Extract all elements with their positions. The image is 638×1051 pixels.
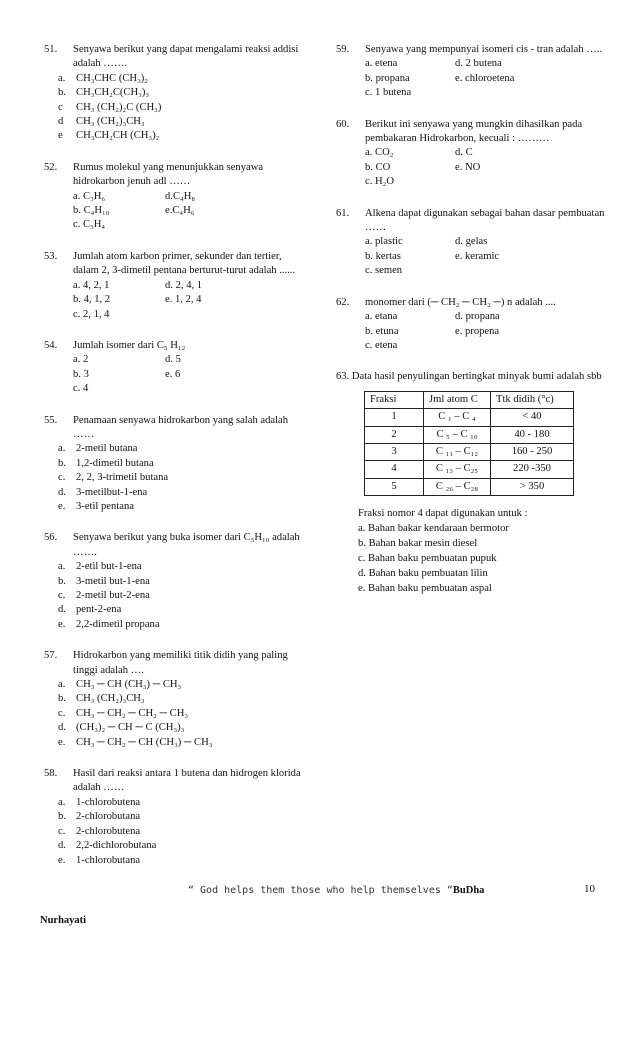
question-number: 59. xyxy=(336,44,350,55)
option-right: d. 2, 4, 1 xyxy=(165,279,203,291)
option-text: 3-etil pentana xyxy=(76,500,134,512)
option-left: b. 4, 1, 2 xyxy=(73,294,111,306)
question-text: Senyawa berikut yang buka isomer dari C₅H₁₀ adalah ……. xyxy=(73,532,300,558)
question-number: 62. xyxy=(336,296,350,308)
answer-option xyxy=(58,72,304,86)
table-cell: 1 xyxy=(365,409,424,426)
answer-option-row xyxy=(73,279,304,293)
answer-option xyxy=(58,678,304,692)
option-text: CH₃ (CH₂)₃CH₃ xyxy=(76,693,145,705)
left-column xyxy=(44,43,304,885)
answer-option-row xyxy=(73,382,304,396)
question-59 xyxy=(336,43,606,101)
option-left: b. propana xyxy=(365,72,410,84)
answer-option xyxy=(58,839,304,853)
right-questions xyxy=(336,43,606,353)
table-cell: 220 -350 xyxy=(491,461,574,478)
question-number: 56. xyxy=(44,532,58,544)
question-header xyxy=(336,118,606,147)
option-text: 1-chlorobutena xyxy=(76,796,141,808)
question-51 xyxy=(44,43,304,144)
answer-option xyxy=(58,825,304,839)
question-header xyxy=(44,767,304,796)
option-left: c. semen xyxy=(365,265,403,277)
question-header xyxy=(44,339,304,353)
table-cell: 40 - 180 xyxy=(491,426,574,443)
option-text: CH₃CH₂CH (CH₃)₂ xyxy=(76,130,160,142)
answer-option-row xyxy=(73,368,304,382)
answer-option xyxy=(58,486,304,500)
question-text: Berikut ini senyawa yang mungkin dihasilkan pada pembakaran Hidrokarbon, kecuali : ……… xyxy=(365,118,583,145)
question-63-answers xyxy=(358,506,606,596)
option-letter: d. xyxy=(58,722,66,734)
option-text: CH₃ (CH₂)₃CH₃ xyxy=(76,116,145,128)
option-right: e. NO xyxy=(455,161,481,173)
question-text: Alkena dapat digunakan sebagai bahan dasar pembuatan …… xyxy=(365,207,605,234)
option-text: 2-etil but-1-ena xyxy=(76,561,142,573)
option-letter: e. xyxy=(58,854,66,866)
option-letter: c. xyxy=(58,825,66,837)
answer-option-row xyxy=(73,293,304,307)
option-letter: d xyxy=(58,116,64,128)
question-number: 60. xyxy=(336,118,350,130)
question-number: 52. xyxy=(44,161,58,173)
table-cell: C ₁₁ – C₁₂ xyxy=(424,443,491,460)
answer-option xyxy=(58,618,304,632)
option-letter: d. xyxy=(58,604,66,616)
option-letter: b. xyxy=(58,575,66,587)
answer-option-row xyxy=(365,146,606,160)
table-cell: 160 - 250 xyxy=(491,443,574,460)
option-right: d. 5 xyxy=(165,354,181,366)
question-header xyxy=(44,43,304,72)
option-text: pent-2-ena xyxy=(76,604,122,616)
table-cell: C ₂₆ – C₂₈ xyxy=(424,478,491,495)
question-55 xyxy=(44,414,304,515)
option-left: a. C₃H₆ xyxy=(73,190,106,202)
table-header: Jml atom C xyxy=(424,391,491,408)
answer-option: d. Bahan baku pembuatan lilin xyxy=(358,568,488,580)
option-text: 1,2-dimetil butana xyxy=(76,457,154,469)
fraksi-table xyxy=(364,391,574,496)
table-cell: C ₁ – C ₄ xyxy=(424,409,491,426)
answer-option-row xyxy=(73,218,304,232)
question-number: 51. xyxy=(44,44,58,55)
option-text: 3-metil but-1-ena xyxy=(76,575,150,587)
answer-option xyxy=(58,471,304,485)
option-text: CH₃CH₂C(CH₃)₃ xyxy=(76,87,150,99)
answer-option-row xyxy=(365,161,606,175)
question-text: Penamaan senyawa hidrokarbon yang salah adalah …… xyxy=(73,414,289,440)
answer-option-row xyxy=(365,235,606,249)
answer-option xyxy=(58,796,304,810)
option-right: e. chloroetena xyxy=(455,72,515,84)
answer-option-row xyxy=(365,264,606,278)
option-text: (CH₃)₂ ─ CH ─ C (CH₃)₃ xyxy=(76,722,185,734)
answer-option-row xyxy=(73,308,304,322)
answer-option: b. Bahan bakar mesin diesel xyxy=(358,538,478,550)
table-cell: 4 xyxy=(365,461,424,478)
question-60 xyxy=(336,118,606,190)
answer-option-row xyxy=(73,204,304,218)
table-row xyxy=(365,461,574,478)
answer-option xyxy=(58,721,304,735)
option-text: 2, 2, 3-trimetil butana xyxy=(76,472,169,484)
answer-option-row xyxy=(365,72,606,86)
question-58 xyxy=(44,767,304,868)
question-header xyxy=(44,649,304,678)
option-text: CH₃CHC (CH₃)₂ xyxy=(76,72,148,84)
option-text: CH₃ (CH₂)₂C (CH₃) xyxy=(76,101,162,113)
option-left: b. 3 xyxy=(73,368,89,380)
answer-option: a. Bahan bakar kendaraan bermotor xyxy=(358,523,509,535)
question-header xyxy=(44,161,304,190)
option-left: a. 2 xyxy=(73,354,89,366)
answer-option xyxy=(58,115,304,129)
answer-option xyxy=(58,707,304,721)
page-number: 10 xyxy=(584,883,595,895)
question-text: Rumus molekul yang menunjukkan senyawa hidrokarbon jenuh adl …… xyxy=(73,161,264,188)
answer-option-row xyxy=(365,175,606,189)
answer-option-row xyxy=(365,325,606,339)
option-left: a. 4, 2, 1 xyxy=(73,279,110,291)
option-letter: c. xyxy=(58,707,66,719)
question-53 xyxy=(44,250,304,322)
question-header xyxy=(44,414,304,443)
option-right: d. propana xyxy=(455,311,500,323)
option-letter: e. xyxy=(58,618,66,630)
question-54 xyxy=(44,339,304,397)
table-cell: 3 xyxy=(365,443,424,460)
option-right: d. C xyxy=(455,147,473,159)
option-letter: c. xyxy=(58,472,66,484)
question-text: Hasil dari reaksi antara 1 butena dan hidrogen klorida adalah …… xyxy=(73,768,301,794)
table-cell: < 40 xyxy=(491,409,574,426)
option-letter: a. xyxy=(58,796,66,808)
answer-option xyxy=(58,589,304,603)
answer-option-row xyxy=(365,339,606,353)
answer-option xyxy=(58,129,304,143)
answer-option xyxy=(58,603,304,617)
question-header xyxy=(44,531,304,560)
question-52 xyxy=(44,161,304,233)
option-text: CH₃ ─ CH₂ ─ CH₂ ─ CH₃ xyxy=(76,707,189,719)
option-text: 2,2-dimetil propana xyxy=(76,618,160,630)
question-header xyxy=(336,207,606,236)
option-left: b. kertas xyxy=(365,250,401,262)
footer-quote xyxy=(188,884,484,898)
answer-option-row xyxy=(365,310,606,324)
option-letter: a. xyxy=(58,561,66,573)
option-letter: a. xyxy=(58,72,66,84)
option-right: e. 6 xyxy=(165,368,181,380)
option-letter: e. xyxy=(58,736,66,748)
option-letter: a. xyxy=(58,443,66,455)
option-text: 1-chlorobutana xyxy=(76,854,141,866)
option-right: d. gelas xyxy=(455,236,488,248)
table-header: Ttk didih (°c) xyxy=(491,391,574,408)
option-left: b. etuna xyxy=(365,325,399,337)
option-text: CH₃ ─ CH (CH₃) ─ CH₃ xyxy=(76,679,182,691)
question-number: 58. xyxy=(44,768,58,780)
option-right: e.C₄H₆ xyxy=(165,205,195,217)
option-letter: b. xyxy=(58,87,66,99)
option-text: 2-metil but-2-ena xyxy=(76,590,150,601)
option-left: c. 2, 1, 4 xyxy=(73,308,110,320)
table-cell: 5 xyxy=(365,478,424,495)
answer-option-row xyxy=(365,57,606,71)
answer-option xyxy=(58,854,304,868)
author-name: Nurhayati xyxy=(40,915,87,926)
table-row xyxy=(365,409,574,426)
question-61 xyxy=(336,207,606,279)
option-letter: b. xyxy=(58,811,66,823)
option-text: 2-chlorobutana xyxy=(76,811,141,823)
answer-option xyxy=(58,810,304,824)
option-text: 3-metilbut-1-ena xyxy=(76,486,148,498)
option-letter: c. xyxy=(58,590,66,601)
answer-option xyxy=(58,500,304,514)
table-cell: > 350 xyxy=(491,478,574,495)
question-number: 55. xyxy=(44,414,58,426)
option-letter: d. xyxy=(58,486,66,498)
option-left: c. 1 butena xyxy=(365,87,412,99)
option-letter: b. xyxy=(58,693,66,705)
answer-option xyxy=(58,560,304,574)
option-left: c. etena xyxy=(365,339,398,351)
option-left: a. CO₂ xyxy=(365,147,394,159)
question-number: 54. xyxy=(44,339,58,351)
quote-text: “ God helps them those who help themselves “ xyxy=(188,885,453,896)
question-text: Senyawa yang mempunyai isomeri cis - tran adalah ….. xyxy=(365,44,603,55)
answer-option-row xyxy=(365,86,606,100)
question-63-prompt: Fraksi nomor 4 dapat digunakan untuk : xyxy=(358,508,528,520)
option-right: e. keramic xyxy=(455,250,500,262)
question-header xyxy=(336,296,606,310)
question-header xyxy=(44,250,304,279)
option-letter: d. xyxy=(58,840,66,852)
option-letter: e. xyxy=(58,500,66,512)
table-row xyxy=(365,426,574,443)
table-cell: C ₅ – C ₁₀ xyxy=(424,426,491,443)
table-cell: 2 xyxy=(365,426,424,443)
question-text: Jumlah atom karbon primer, sekunder dan tertier, dalam 2, 3-dimetil pentana berturut-turut adalah ...... xyxy=(73,250,296,277)
option-text: CH₃ ─ CH₂ ─ CH (CH₃) ─ CH₃ xyxy=(76,736,213,748)
option-left: b. C₄H₁₀ xyxy=(73,205,110,217)
option-letter: e xyxy=(58,130,63,142)
table-row xyxy=(365,443,574,460)
option-text: 2,2-dichlorobutana xyxy=(76,840,157,852)
question-text: monomer dari (─ CH₂ ─ CH₂ ─) n adalah .... xyxy=(365,296,556,308)
table-header: Fraksi xyxy=(365,391,424,408)
question-57 xyxy=(44,649,304,750)
question-62 xyxy=(336,296,606,354)
option-left: b. CO xyxy=(365,161,391,173)
question-text: Jumlah isomer dari C₅ H₁₂ xyxy=(73,339,186,351)
option-right: e. propena xyxy=(455,325,500,337)
answer-option xyxy=(58,457,304,471)
option-text: 2-chlorobutena xyxy=(76,825,141,837)
question-text: Senyawa berikut yang dapat mengalami reaksi addisi adalah ……. xyxy=(73,44,299,70)
right-column xyxy=(336,43,606,613)
answer-option: c. Bahan baku pembuatan pupuk xyxy=(358,553,497,565)
answer-option-row xyxy=(365,250,606,264)
answer-option xyxy=(58,736,304,750)
option-letter: b. xyxy=(58,457,66,469)
question-header xyxy=(336,43,606,57)
answer-option xyxy=(58,442,304,456)
answer-option-row xyxy=(73,353,304,367)
option-left: c. C₃H₄ xyxy=(73,219,106,231)
option-text: 2-metil butana xyxy=(76,443,138,455)
answer-option xyxy=(58,101,304,115)
table-row xyxy=(365,478,574,495)
option-left: c. H₂O xyxy=(365,176,394,188)
option-left: a. etena xyxy=(365,58,398,70)
question-number: 61. xyxy=(336,207,350,219)
option-right: d.C₄H₈ xyxy=(165,190,196,202)
answer-option xyxy=(58,86,304,100)
table-cell: C ₁₃ – C₂₅ xyxy=(424,461,491,478)
quote-attribution: BuDha xyxy=(452,885,485,896)
question-63 xyxy=(336,370,606,596)
option-right: e. 1, 2, 4 xyxy=(165,294,202,306)
option-letter: c xyxy=(58,101,63,113)
answer-option xyxy=(58,692,304,706)
answer-option-row xyxy=(73,190,304,204)
question-63-text: 63. Data hasil penyulingan bertingkat minyak bumi adalah sbb xyxy=(336,371,602,383)
question-number: 57. xyxy=(44,650,58,662)
option-left: a. plastic xyxy=(365,236,403,248)
option-left: a. etana xyxy=(365,311,398,323)
option-left: c. 4 xyxy=(73,383,89,395)
answer-option xyxy=(58,575,304,589)
option-right: d. 2 butena xyxy=(455,58,502,70)
question-text: Hidrokarbon yang memiliki titik didih yang paling tinggi adalah …. xyxy=(73,650,288,676)
answer-option: e. Bahan baku pembuatan aspal xyxy=(358,583,492,595)
question-number: 53. xyxy=(44,250,58,262)
option-letter: a. xyxy=(58,679,66,691)
question-56 xyxy=(44,531,304,632)
